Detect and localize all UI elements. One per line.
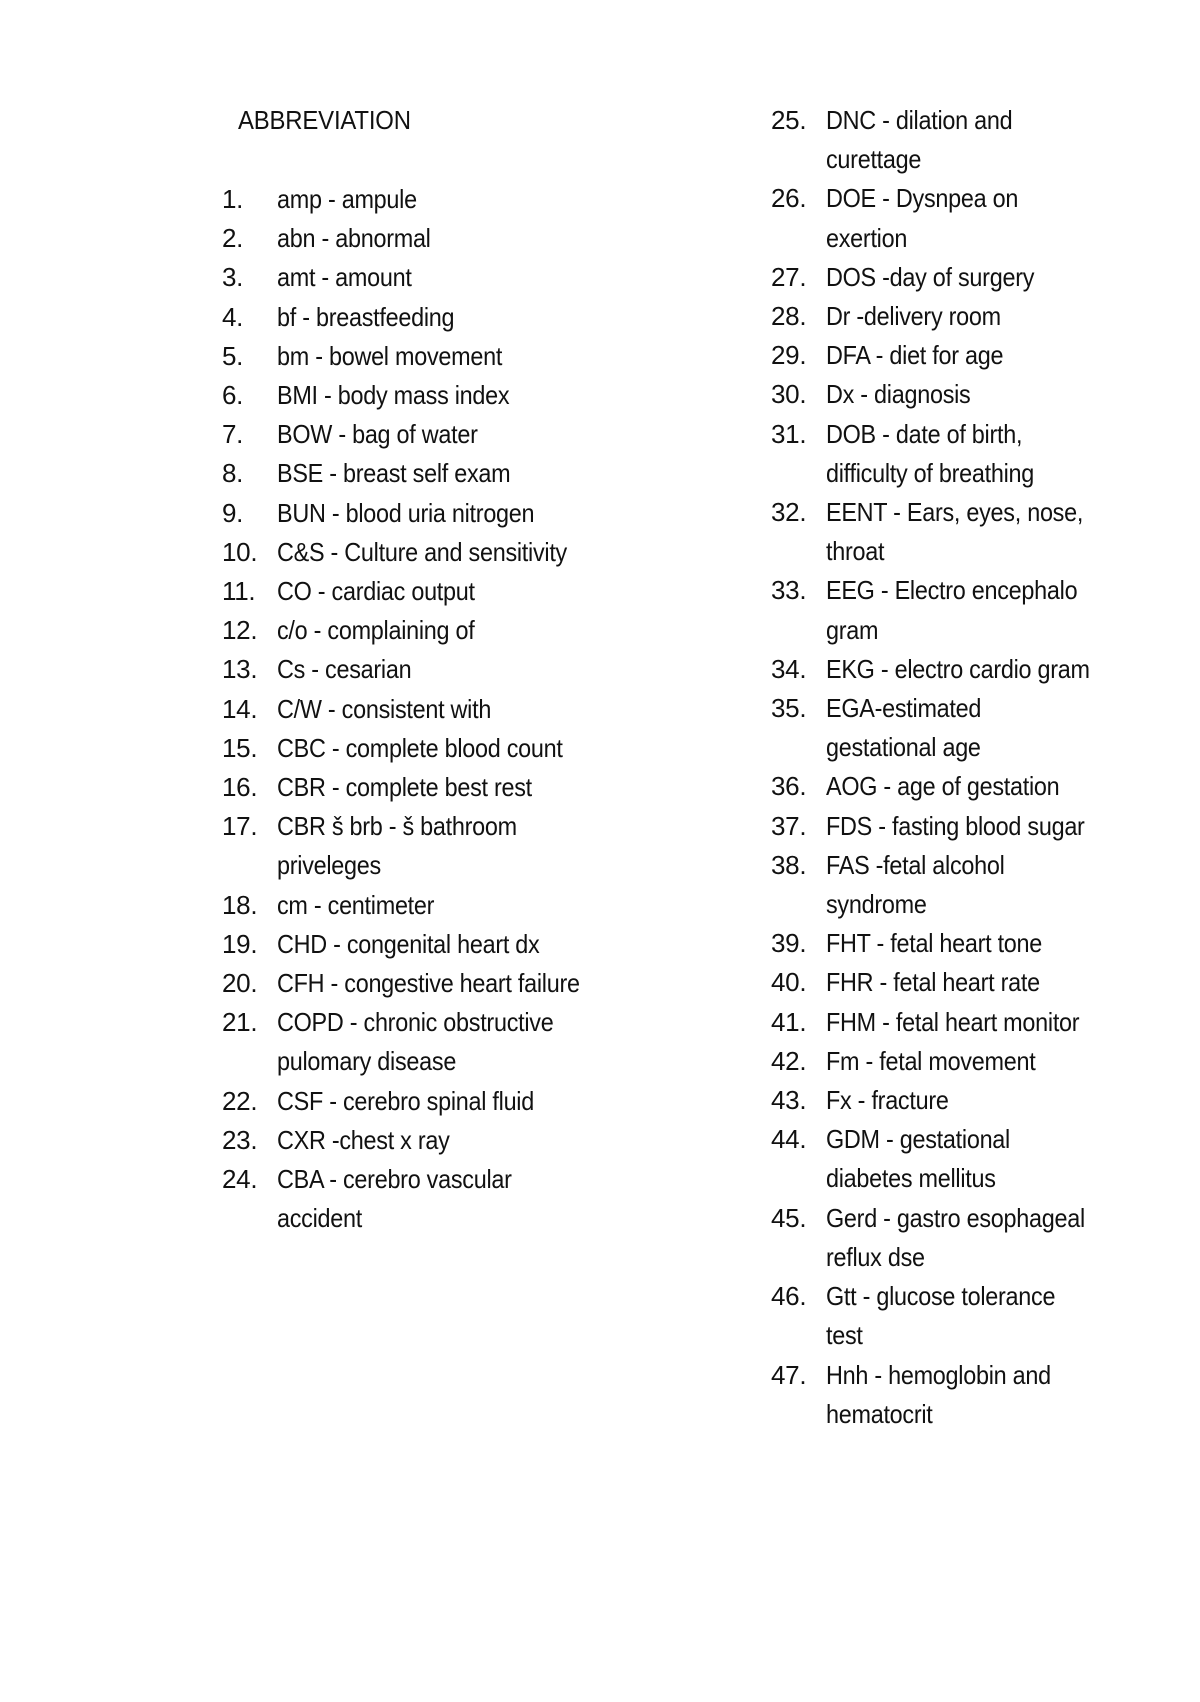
list-item-text: Gerd - gastro esophageal reflux dse (826, 1202, 1085, 1272)
list-item-number: 10. (222, 536, 258, 567)
list-item-number: 22. (222, 1085, 258, 1116)
list-item-number: 6. (222, 380, 244, 411)
list-item-text: C/W - consistent with (277, 693, 492, 724)
list-item (222, 337, 602, 376)
list-item-number: 23. (222, 1124, 258, 1155)
list-item (771, 258, 1171, 297)
list-item (222, 729, 602, 768)
list-item-text: amp - ampule (277, 184, 417, 214)
list-item (222, 494, 602, 533)
list-item-text: Gtt - glucose tolerance test (826, 1281, 1056, 1351)
list-item-text: FAS -fetal alcohol syndrome (826, 849, 1005, 920)
list-item-number: 34. (771, 653, 807, 684)
list-item-number: 15. (222, 732, 258, 763)
list-item (771, 1277, 1171, 1355)
list-item-number: 27. (771, 261, 807, 292)
list-item (771, 807, 1171, 846)
abbreviation-list-right (771, 101, 1171, 1434)
list-item (222, 964, 602, 1003)
list-item-text: amt - amount (277, 262, 412, 293)
list-item-number: 46. (771, 1281, 807, 1312)
list-item-number: 30. (771, 379, 807, 410)
list-item-text: FHR - fetal heart rate (826, 967, 1040, 998)
list-item-number: 26. (771, 183, 807, 214)
list-item-text: CSF - cerebro spinal fluid (277, 1085, 534, 1116)
list-item-number: 40. (771, 967, 807, 998)
list-item-text: EKG - electro cardio gram (826, 653, 1090, 684)
list-item-text: c/o - complaining of (277, 615, 475, 646)
list-item (222, 572, 602, 611)
list-item-text: DOB - date of birth, difficulty of breathing (826, 418, 1034, 488)
list-item-number: 3. (222, 262, 244, 293)
list-item (222, 219, 602, 258)
list-item (222, 258, 602, 297)
list-item-number: 1. (222, 184, 244, 214)
list-item-text: C&S - Culture and sensitivity (277, 536, 567, 567)
list-item-number: 21. (222, 1007, 258, 1038)
list-item-number: 14. (222, 693, 258, 724)
list-item-text: Dr -delivery room (826, 301, 1001, 332)
list-item-number: 19. (222, 928, 258, 959)
list-item-text: Fx - fracture (826, 1085, 949, 1116)
list-item-number: 31. (771, 418, 807, 449)
list-item (222, 768, 602, 807)
list-item-number: 24. (222, 1164, 258, 1195)
list-item (771, 1042, 1171, 1081)
list-item-number: 41. (771, 1006, 807, 1037)
list-item-number: 12. (222, 615, 258, 646)
list-item (771, 650, 1171, 689)
list-item (771, 179, 1171, 257)
list-item (771, 571, 1171, 649)
list-item-number: 33. (771, 575, 807, 606)
list-item-text: EENT - Ears, eyes, nose, throat (826, 497, 1084, 567)
list-item-number: 4. (222, 301, 244, 332)
list-item-text: CO - cardiac output (277, 576, 475, 607)
list-item (771, 297, 1171, 336)
list-item (222, 925, 602, 964)
list-item (222, 415, 602, 454)
list-item (222, 690, 602, 729)
list-item-text: EGA-estimated gestational age (826, 693, 982, 763)
list-item-text: FHM - fetal heart monitor (826, 1006, 1080, 1037)
list-item-text: DOE - Dysnpea on exertion (826, 183, 1019, 253)
list-item-text: DOS -day of surgery (826, 261, 1035, 292)
list-item (222, 650, 602, 689)
list-item-number: 35. (771, 693, 807, 724)
list-item (222, 807, 602, 885)
list-item-text: CXR -chest x ray (277, 1124, 450, 1155)
list-item-number: 32. (771, 497, 807, 528)
list-item (771, 846, 1171, 924)
list-item-text: FHT - fetal heart tone (826, 928, 1043, 959)
list-item-text: abn - abnormal (277, 223, 431, 254)
list-item-text: BOW - bag of water (277, 419, 478, 450)
list-item (222, 611, 602, 650)
list-item (771, 415, 1171, 493)
list-item-text: CHD - congenital heart dx (277, 928, 540, 959)
list-item-number: 20. (222, 968, 258, 999)
list-item-text: cm - centimeter (277, 889, 435, 920)
list-item-number: 39. (771, 928, 807, 959)
list-item-text: Fm - fetal movement (826, 1045, 1036, 1076)
list-item (771, 1120, 1171, 1198)
list-item-number: 2. (222, 223, 244, 254)
list-item-number: 38. (771, 849, 807, 880)
list-item-text: DFA - diet for age (826, 340, 1004, 371)
list-item (222, 454, 602, 493)
list-item-text: CBC - complete blood count (277, 732, 563, 763)
list-item (771, 963, 1171, 1002)
list-item (222, 1160, 602, 1238)
list-item-number: 28. (771, 301, 807, 332)
list-item (222, 1121, 602, 1160)
list-item-text: bm - bowel movement (277, 340, 503, 371)
list-item-number: 42. (771, 1045, 807, 1076)
list-item-text: AOG - age of gestation (826, 771, 1060, 802)
list-item-number: 44. (771, 1124, 807, 1155)
list-item-number: 47. (771, 1359, 807, 1390)
list-item (771, 924, 1171, 963)
list-item-text: FDS - fasting blood sugar (826, 810, 1085, 841)
list-item (771, 1003, 1171, 1042)
list-item-text: GDM - gestational diabetes mellitus (826, 1124, 1010, 1194)
list-item (771, 101, 1171, 179)
list-item (771, 1081, 1171, 1120)
list-item-number: 45. (771, 1202, 807, 1233)
list-item-number: 11. (222, 576, 256, 607)
list-item-number: 18. (222, 889, 258, 920)
list-item (222, 298, 602, 337)
list-item-text: DNC - dilation and curettage (826, 105, 1013, 175)
list-item (771, 1199, 1171, 1277)
list-item (771, 1356, 1171, 1434)
list-item (771, 689, 1171, 767)
list-item-text: BUN - blood uria nitrogen (277, 497, 535, 528)
list-item-text: CBR - complete best rest (277, 772, 532, 803)
list-item-number: 25. (771, 105, 807, 135)
list-item-text: Cs - cesarian (277, 654, 412, 685)
list-item-number: 9. (222, 497, 244, 528)
list-item (771, 336, 1171, 375)
list-item-text: COPD - chronic obstructive pulomary disease (277, 1007, 554, 1077)
list-item (222, 533, 602, 572)
list-item-number: 43. (771, 1085, 807, 1116)
list-item-text: EEG - Electro encephalo gram (826, 575, 1078, 645)
list-item-text: BSE - breast self exam (277, 458, 511, 489)
list-item-text: Dx - diagnosis (826, 379, 971, 410)
list-item-number: 29. (771, 340, 807, 371)
list-item-text: BMI - body mass index (277, 380, 510, 411)
list-item-number: 8. (222, 458, 244, 489)
list-item-number: 13. (222, 654, 258, 685)
list-item-number: 17. (222, 811, 258, 842)
list-item (771, 767, 1171, 806)
list-item (222, 1003, 602, 1081)
list-item (771, 493, 1171, 571)
list-item-number: 36. (771, 771, 807, 802)
list-item-number: 7. (222, 419, 244, 450)
list-item (222, 376, 602, 415)
list-item (222, 180, 602, 219)
list-item-text: CBA - cerebro vascular accident (277, 1164, 512, 1234)
list-item-number: 16. (222, 772, 258, 803)
list-item (222, 1082, 602, 1121)
list-item-text: bf - breastfeeding (277, 301, 455, 332)
list-item-text: CFH - congestive heart failure (277, 968, 580, 999)
list-item (771, 375, 1171, 414)
list-item-number: 37. (771, 810, 807, 841)
abbreviation-list-left (222, 180, 602, 1238)
list-item-text: CBR š brb - š bathroom priveleges (277, 811, 517, 881)
list-item (222, 886, 602, 925)
list-item-number: 5. (222, 340, 244, 371)
document-title: ABBREVIATION (238, 105, 411, 135)
list-item-text: Hnh - hemoglobin and hematocrit (826, 1359, 1051, 1429)
